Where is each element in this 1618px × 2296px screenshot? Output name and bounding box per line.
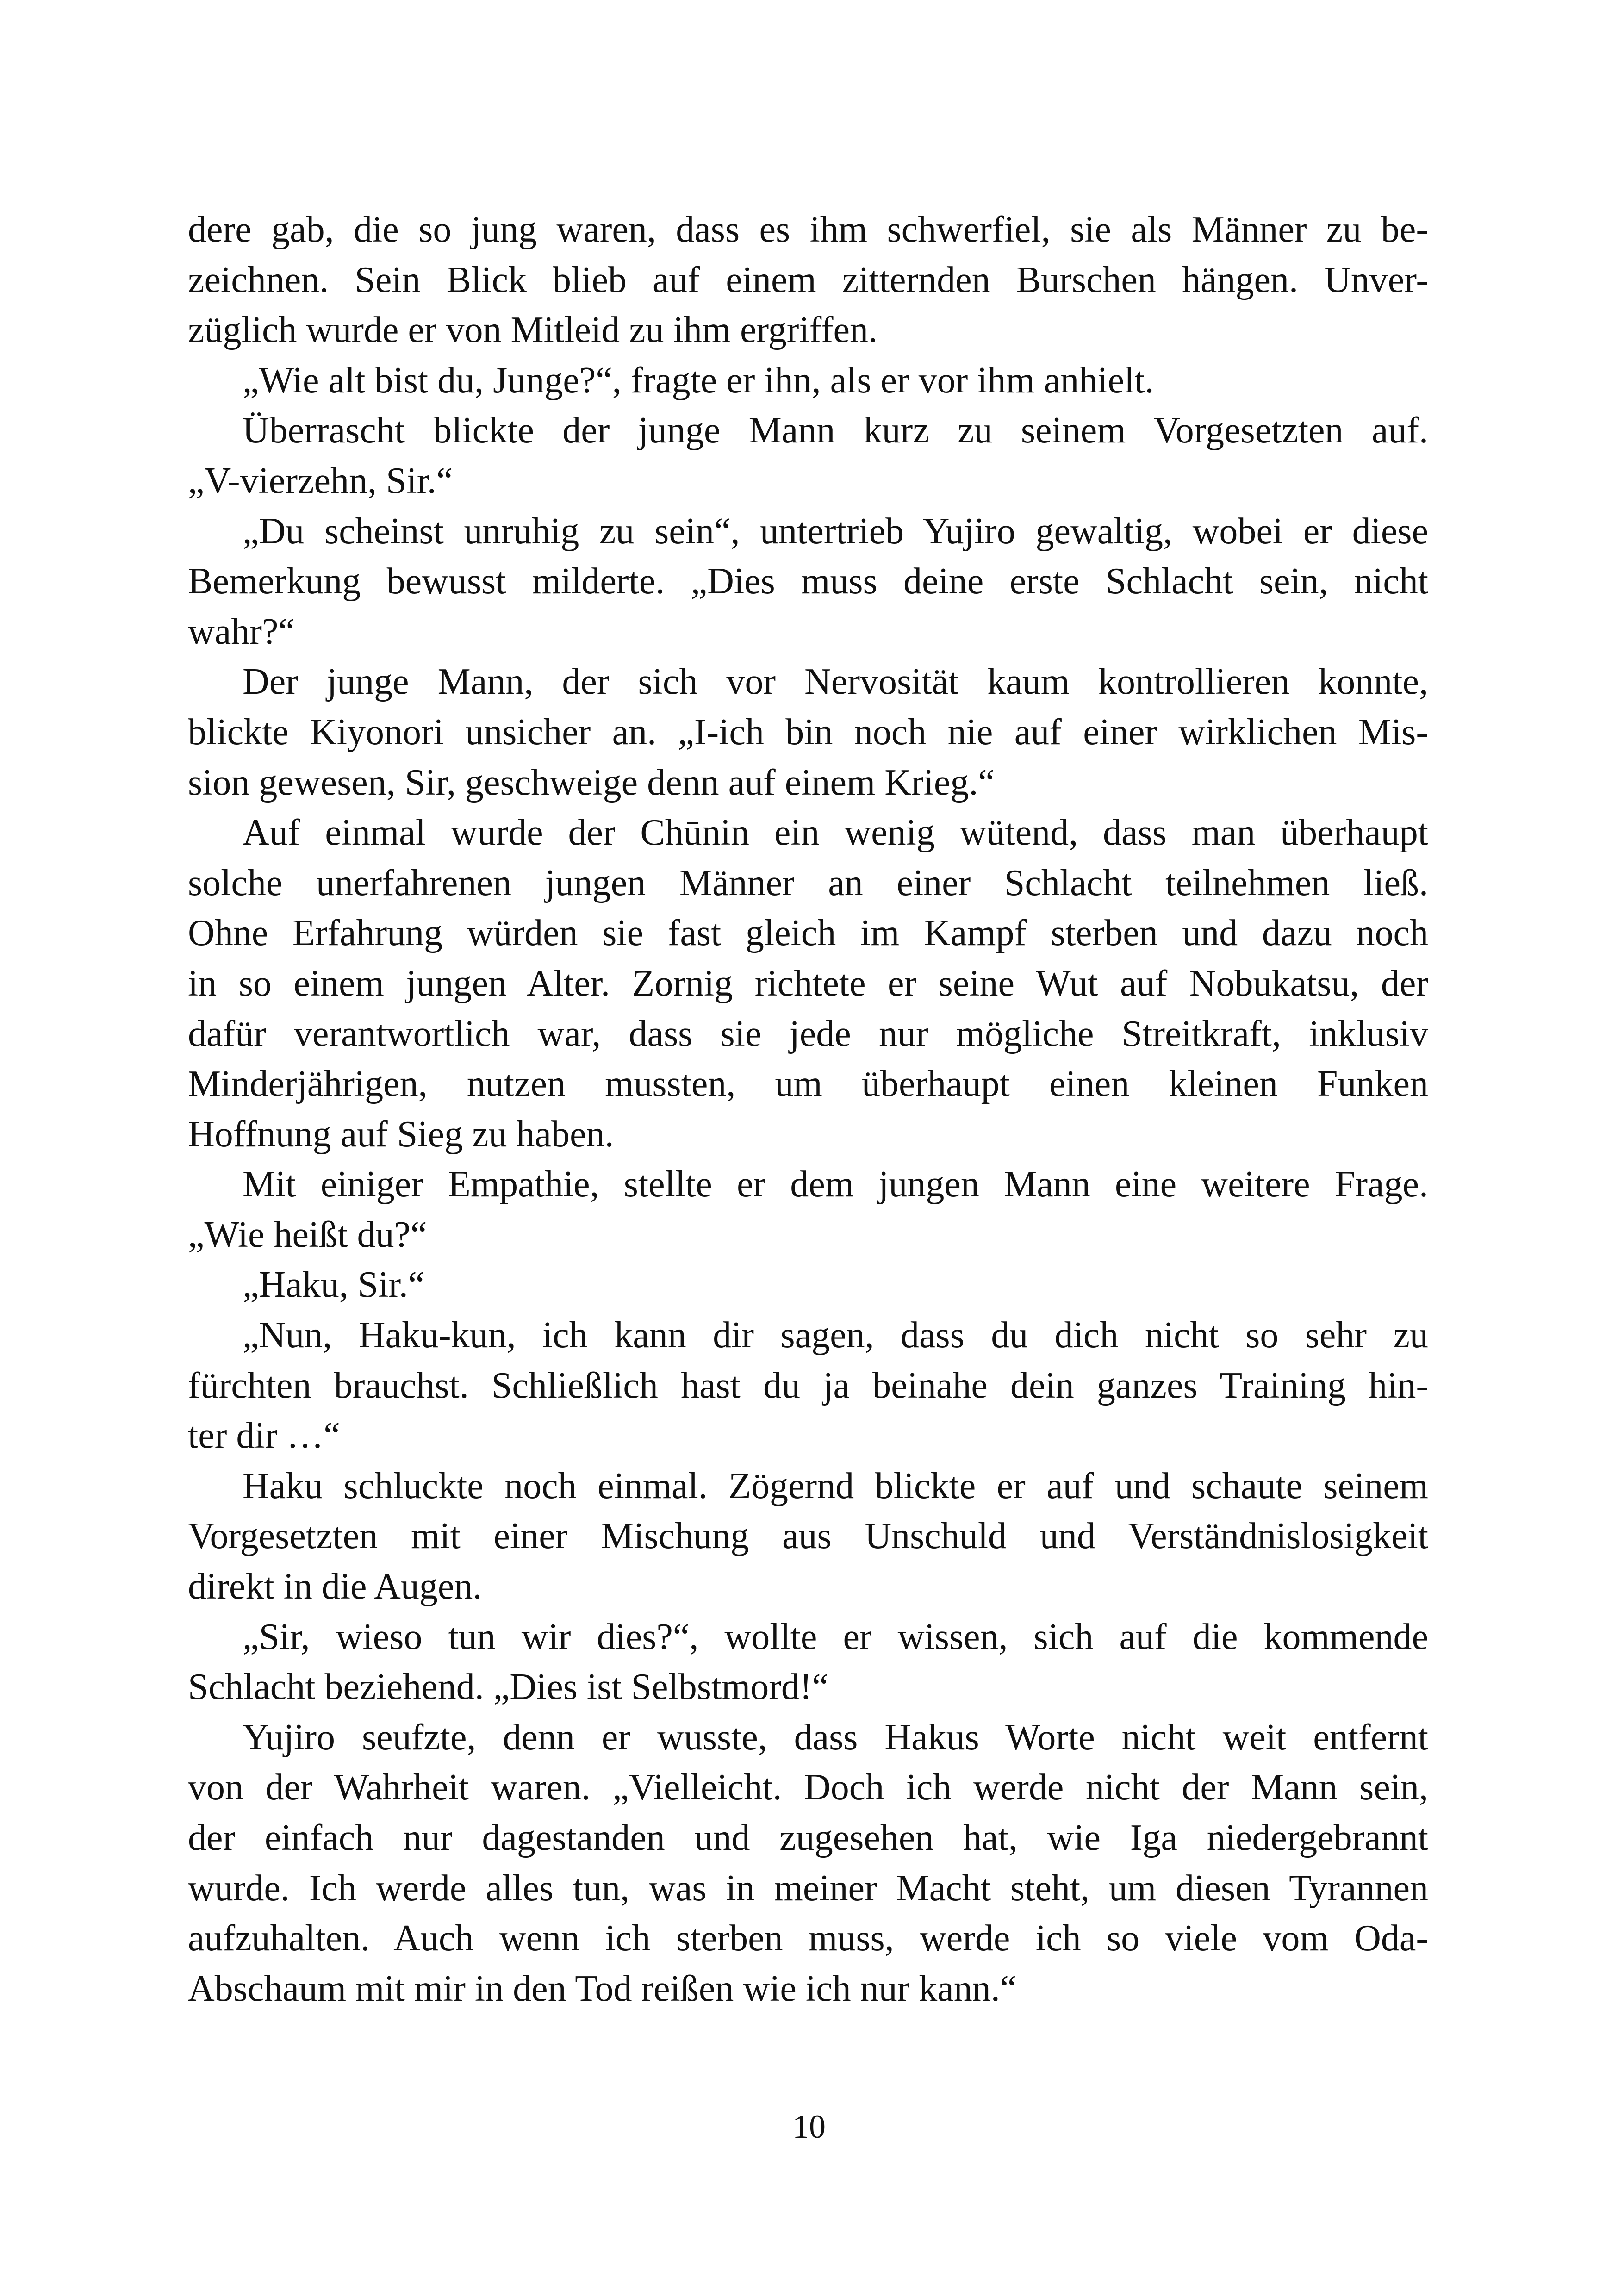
text-line: Mit einiger Empathie, stellte er dem jungen Mann eine weitere Frage.: [243, 1164, 1428, 1205]
text-line: wurde. Ich werde alles tun, was in meiner Macht steht, um diesen Tyrannen: [188, 1867, 1428, 1909]
text-line: der einfach nur dagestanden und zugesehen hat, wie Iga niedergebrannt: [188, 1817, 1428, 1858]
text-line: „Nun, Haku-kun, ich kann dir sagen, dass du dich nicht so sehr zu: [243, 1315, 1428, 1356]
text-line: „V-vierzehn, Sir.“: [188, 460, 453, 501]
text-line: in so einem jungen Alter. Zornig richtete er seine Wut auf Nobukatsu, der: [188, 963, 1428, 1004]
text-line: Schlacht beziehend. „Dies ist Selbstmord!“: [188, 1667, 829, 1708]
text-line: Ohne Erfahrung würden sie fast gleich im Kampf sterben und dazu noch: [188, 913, 1428, 954]
text-line: fürchten brauchst. Schließlich hast du ja beinahe dein ganzes Training hin-: [188, 1365, 1428, 1406]
text-line: dafür verantwortlich war, dass sie jede nur mögliche Streitkraft, inklusiv: [188, 1013, 1428, 1054]
text-line: „Sir, wieso tun wir dies?“, wollte er wissen, sich auf die kommende: [243, 1616, 1428, 1657]
text-line: Der junge Mann, der sich vor Nervosität kaum kontrollieren konnte,: [243, 661, 1428, 703]
text-line: solche unerfahrenen jungen Männer an einer Schlacht teilnehmen ließ.: [188, 862, 1428, 903]
text-line: dere gab, die so jung waren, dass es ihm schwerfiel, sie als Männer zu be-: [188, 209, 1428, 250]
text-line: aufzuhalten. Auch wenn ich sterben muss, werde ich so viele vom Oda-: [188, 1918, 1428, 1959]
text-line: „Wie alt bist du, Junge?“, fragte er ihn, als er vor ihm anhielt.: [243, 360, 1154, 401]
page-number: 10: [792, 2108, 826, 2145]
text-line: wahr?“: [188, 611, 295, 652]
text-line: „Wie heißt du?“: [188, 1214, 427, 1255]
text-line: Bemerkung bewusst milderte. „Dies muss deine erste Schlacht sein, nicht: [188, 561, 1428, 602]
text-line: züglich wurde er von Mitleid zu ihm ergriffen.: [188, 310, 877, 351]
text-line: von der Wahrheit waren. „Vielleicht. Doch ich werde nicht der Mann sein,: [188, 1767, 1428, 1808]
text-line: „Du scheinst unruhig zu sein“, untertrieb Yujiro gewaltig, wobei er diese: [243, 510, 1428, 552]
text-line: blickte Kiyonori unsicher an. „I-ich bin noch nie auf einer wirklichen Mis-: [188, 711, 1428, 753]
text-line: ter dir …“: [188, 1415, 340, 1456]
text-line: Überrascht blickte der junge Mann kurz zu seinem Vorgesetzten auf.: [243, 410, 1428, 451]
text-line: Yujiro seufzte, denn er wusste, dass Hakus Worte nicht weit entfernt: [243, 1717, 1428, 1758]
text-line: Minderjährigen, nutzen mussten, um überhaupt einen kleinen Funken: [188, 1064, 1428, 1105]
text-line: Auf einmal wurde der Chūnin ein wenig wütend, dass man überhaupt: [243, 812, 1428, 853]
text-line: zeichnen. Sein Blick blieb auf einem zitternden Burschen hängen. Unver-: [188, 259, 1428, 300]
body-text: [188, 205, 1428, 2014]
text-line: Haku schluckte noch einmal. Zögernd blickte er auf und schaute seinem: [243, 1465, 1428, 1506]
text-line: Hoffnung auf Sieg zu haben.: [188, 1114, 614, 1155]
text-line: sion gewesen, Sir, geschweige denn auf einem Krieg.“: [188, 762, 995, 803]
text-line: Abschaum mit mir in den Tod reißen wie ich nur kann.“: [188, 1968, 1017, 2009]
text-line: direkt in die Augen.: [188, 1566, 482, 1607]
text-line: Vorgesetzten mit einer Mischung aus Unschuld und Verständnislosigkeit: [188, 1516, 1428, 1557]
text-line: „Haku, Sir.“: [243, 1264, 425, 1306]
